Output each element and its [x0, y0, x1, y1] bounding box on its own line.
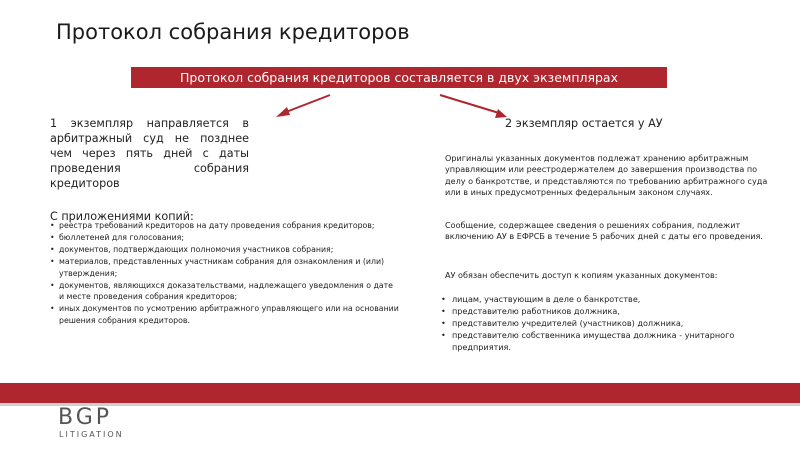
- list-item: • реестра требований кредиторов на дату проведения собрания кредиторов;: [50, 220, 400, 232]
- list-item: • иных документов по усмотрению арбитражного управляющего или на основании решения собрания кредиторов.: [50, 303, 400, 327]
- list-item: • представителю работников должника,: [440, 306, 780, 318]
- attachments-list: [50, 220, 400, 327]
- right-arrow-icon: [440, 95, 507, 118]
- list-item: • документов, являющихся доказательствами, надлежащего уведомления о дате и месте проведения собрания кредиторов;: [50, 280, 400, 304]
- logo-subtitle: LITIGATION: [59, 430, 124, 439]
- banner: Протокол собрания кредиторов составляется в двух экземплярах: [131, 67, 667, 88]
- list-item: • материалов, представленных участникам собрания для ознакомления и (или) утверждения;: [50, 256, 400, 280]
- list-item: • представителю собственника имущества должника - унитарного предприятия.: [440, 330, 780, 354]
- page-title: Протокол собрания кредиторов: [56, 20, 410, 44]
- left-arrow-icon: [276, 95, 330, 117]
- list-item: • представителю учредителей (участников) должника,: [440, 318, 780, 330]
- copy-two-description: 2 экземпляр остается у АУ: [505, 117, 663, 130]
- list-item: • документов, подтверждающих полномочия участников собрания;: [50, 244, 400, 256]
- list-item: • лицам, участвующим в деле о банкротстве,: [440, 294, 780, 306]
- company-logo: [58, 406, 124, 440]
- footer-accent-bar: [0, 383, 800, 403]
- logo-wordmark: BGP: [58, 405, 113, 430]
- originals-storage-text: Оригиналы указанных документов подлежат хранению арбитражным управляющим или реестродержателем до завершения производства по делу о банкротстве, и представляются по требованию арбитражного суда или в иных предусмотренных федеральным законом случаях.: [445, 153, 768, 198]
- copy-one-description: 1 экземпляр направляется в арбитражный суд не позднее чем через пять дней с даты проведения собрания кредиторов: [50, 117, 249, 190]
- list-item: • бюллетеней для голосования;: [50, 232, 400, 244]
- attachments-heading: С приложениями копий:: [50, 210, 194, 223]
- access-obligation-text: АУ обязан обеспечить доступ к копиям указанных документов:: [445, 270, 718, 280]
- efrsb-message-text: Сообщение, содержащее сведения о решениях собрания, подлежит включению АУ в ЕФРСБ в течение 5 рабочих дней с даты его проведения.: [445, 220, 763, 242]
- access-list: [440, 294, 780, 354]
